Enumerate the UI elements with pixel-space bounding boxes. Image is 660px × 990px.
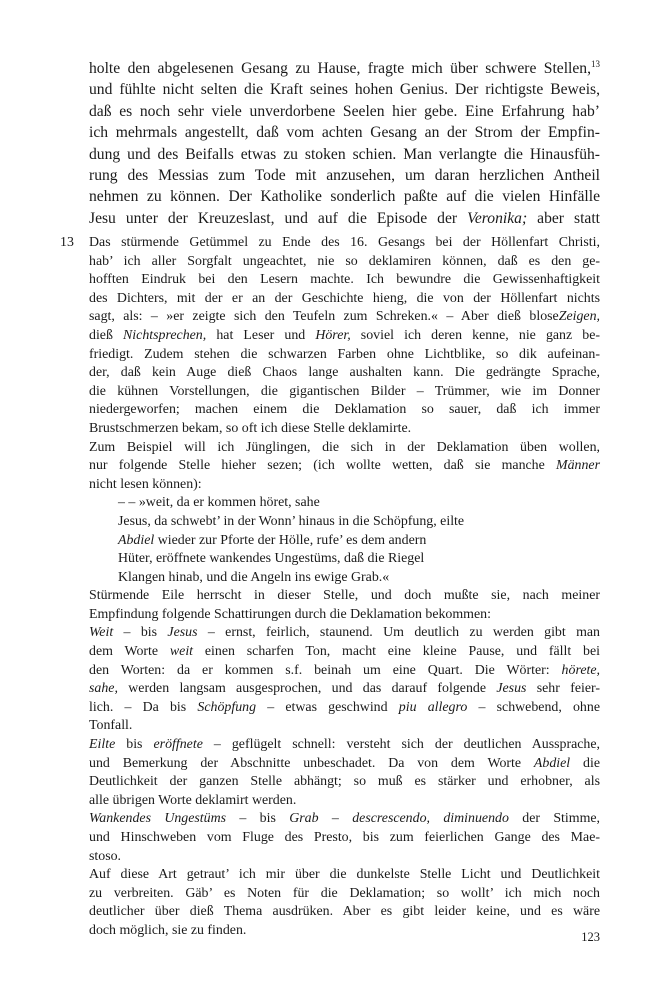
footnote-line: Brustschmerzen bekam, so oft ich diese Stelle deklamirte. [89, 420, 412, 436]
footnote-line: sahe, werden langsam ausgesprochen, und das darauf folgende Jesus sehr feier- [89, 681, 600, 697]
footnote-line: Deutlichkeit der ganzen Stelle abhängt; so muß es stärker und erhobner, als [89, 774, 600, 790]
poem-line: Hüter, eröffnete wankendes Ungestüms, daß die Riegel [118, 551, 425, 567]
text-line: holte den abgelesenen Gesang zu Hause, fragte mich über schwere Stellen,$^{13}$ [89, 59, 600, 77]
footnote-line: niedergeworfen; machen einem die Deklamation so sauer, daß ich immer [89, 402, 600, 418]
footnote-line: stoso. [89, 848, 122, 864]
footnote-line: sagt, als: – »er zeigte sich den Teufeln zum Schreken.« – Aber dieß bloseZeigen, [89, 309, 600, 325]
text-line: dung und des Beifalls etwas zu stoken schien. Man verlangte die Hinausfüh- [89, 145, 600, 163]
footnote-line: Stürmende Eile herrscht in dieser Stelle, und doch mußte sie, nach meiner [89, 588, 600, 604]
footnote-line: Weit – bis Jesus – ernst, feirlich, staunend. Um deutlich zu werden gibt man [89, 625, 601, 641]
text-line: daß es noch sehr viele unverdorbene Seelen hier gebe. Eine Erfahrung hab’ [89, 102, 600, 120]
footnote-line: hab’ ich aller Sorgfalt ungeachtet, nie so deklamiren können, daß es den ge- [89, 253, 600, 269]
footnote-line: dem Worte weit einen scharfen Ton, macht eine kleine Pause, und fällt bei [89, 644, 601, 660]
text-line: nehmen zu können. Der Katholike sonderlich paßte auf die vielen Hinfälle [89, 188, 600, 206]
footnote-line: Wankendes Ungestüms – bis Grab – descrescendo, diminuendo der Stimme, [89, 811, 601, 827]
footnote-line: hofften Eindruk bei den Lesern machte. Ich bewundre die Gewissenhaftigkeit [89, 272, 600, 288]
footnote-line: nicht lesen können): [89, 476, 202, 492]
footnote-line: des Dichters, mit der er an der Geschichte hieng, die von der Höllenfart nichts [89, 290, 600, 306]
footnote-line: Eilte bis eröffnete – geflügelt schnell: versteht sich der deutlichen Aussprache, [89, 737, 601, 753]
footnote-line: alle übrigen Worte deklamirt werden. [89, 792, 297, 808]
poem-line: – – »weit, da er kommen höret, sahe [118, 495, 320, 511]
footnote-body [89, 234, 600, 941]
poem-line: Abdiel wieder zur Pforte der Hölle, rufe’ es dem andern [118, 532, 427, 548]
main-text-block [89, 58, 600, 229]
footnote-line: Tonfall. [89, 718, 133, 734]
footnote-line: deutlicher über dieß Thema ausdrüken. Aber es gibt leider keine, und es wäre [89, 904, 600, 920]
footnote-line: die kühnen Vorstellungen, die gigantischen Bilder – Trümmer, wie im Donner [89, 383, 600, 399]
footnote-line: Empfindung folgende Schattirungen durch die Deklamation bekommen: [89, 606, 491, 622]
footnote-line: friedigt. Zudem stehen die schwarzen Farben ohne Lichtblike, so dik aufeinan- [89, 346, 600, 362]
footnote-line: der, daß kein Auge dieß Chaos lange aushalten kann. Die gedrängte Sprache, [89, 365, 600, 381]
page-number: 123 [581, 930, 600, 944]
footnote-line: Das stürmende Getümmel zu Ende des 16. Gesangs bei der Höllenfart Christi, [89, 235, 600, 250]
footnote-line: dieß Nichtsprechen, hat Leser und Hörer, soviel ich deren kenne, nie ganz be- [89, 327, 601, 343]
footnote-line: nur folgende Stelle hieher sezen; (ich wollte wetten, daß sie manche Männer [89, 458, 600, 474]
footnote-line: Zum Beispiel will ich Jünglingen, die sich in der Deklamation üben wollen, [89, 439, 600, 455]
footnote-line: und Bemerkung der Abschnitte unbeschadet. Da von dem Worte Abdiel die [89, 755, 600, 771]
footnote-line: und Hinschweben vom Fluge des Presto, bis zum feierlichen Gange des Mae- [89, 830, 600, 845]
poem-line: Jesus, da schwebt’ in der Wonn’ hinaus in die Schöpfung, eilte [118, 513, 465, 529]
footnote-number: 13 [60, 235, 74, 250]
text-line: und fühlte nicht selten die Kraft seines hohen Genius. Der richtigste Beweis, [89, 81, 600, 99]
italic-veronika: Veronika; [467, 209, 528, 227]
footnote-line: den Worten: da er kommen s.f. beinah um eine Quart. Die Wörter: hörete, [89, 662, 600, 678]
footnote-line: doch möglich, sie zu finden. [89, 922, 247, 938]
footnote-reference[interactable]: 13 [591, 59, 600, 69]
footnote-line: lich. – Da bis Schöpfung – etwas geschwind piu allegro – schwebend, ohne [89, 699, 600, 715]
poem-line: Klangen hinab, und die Angeln ins ewige Grab.« [118, 569, 390, 585]
text-line: Jesu unter der Kreuzeslast, und auf die Episode der Veronika; aber statt [89, 209, 600, 227]
footnote-line: Auf diese Art getraut’ ich mir über die dunkelste Stelle Licht und Deutlichkeit [89, 867, 600, 883]
text-line: ich mehrmals angestellt, daß vom achten Gesang an der Strom der Empfin- [89, 124, 600, 142]
text-line: rung des Messias zum Tode mit anzusehen, um daran herzlichen Antheil [89, 167, 600, 185]
footnote-line: zu verbreiten. Gäb’ es Noten für die Deklamation; so wollt’ ich mich noch [89, 885, 600, 901]
